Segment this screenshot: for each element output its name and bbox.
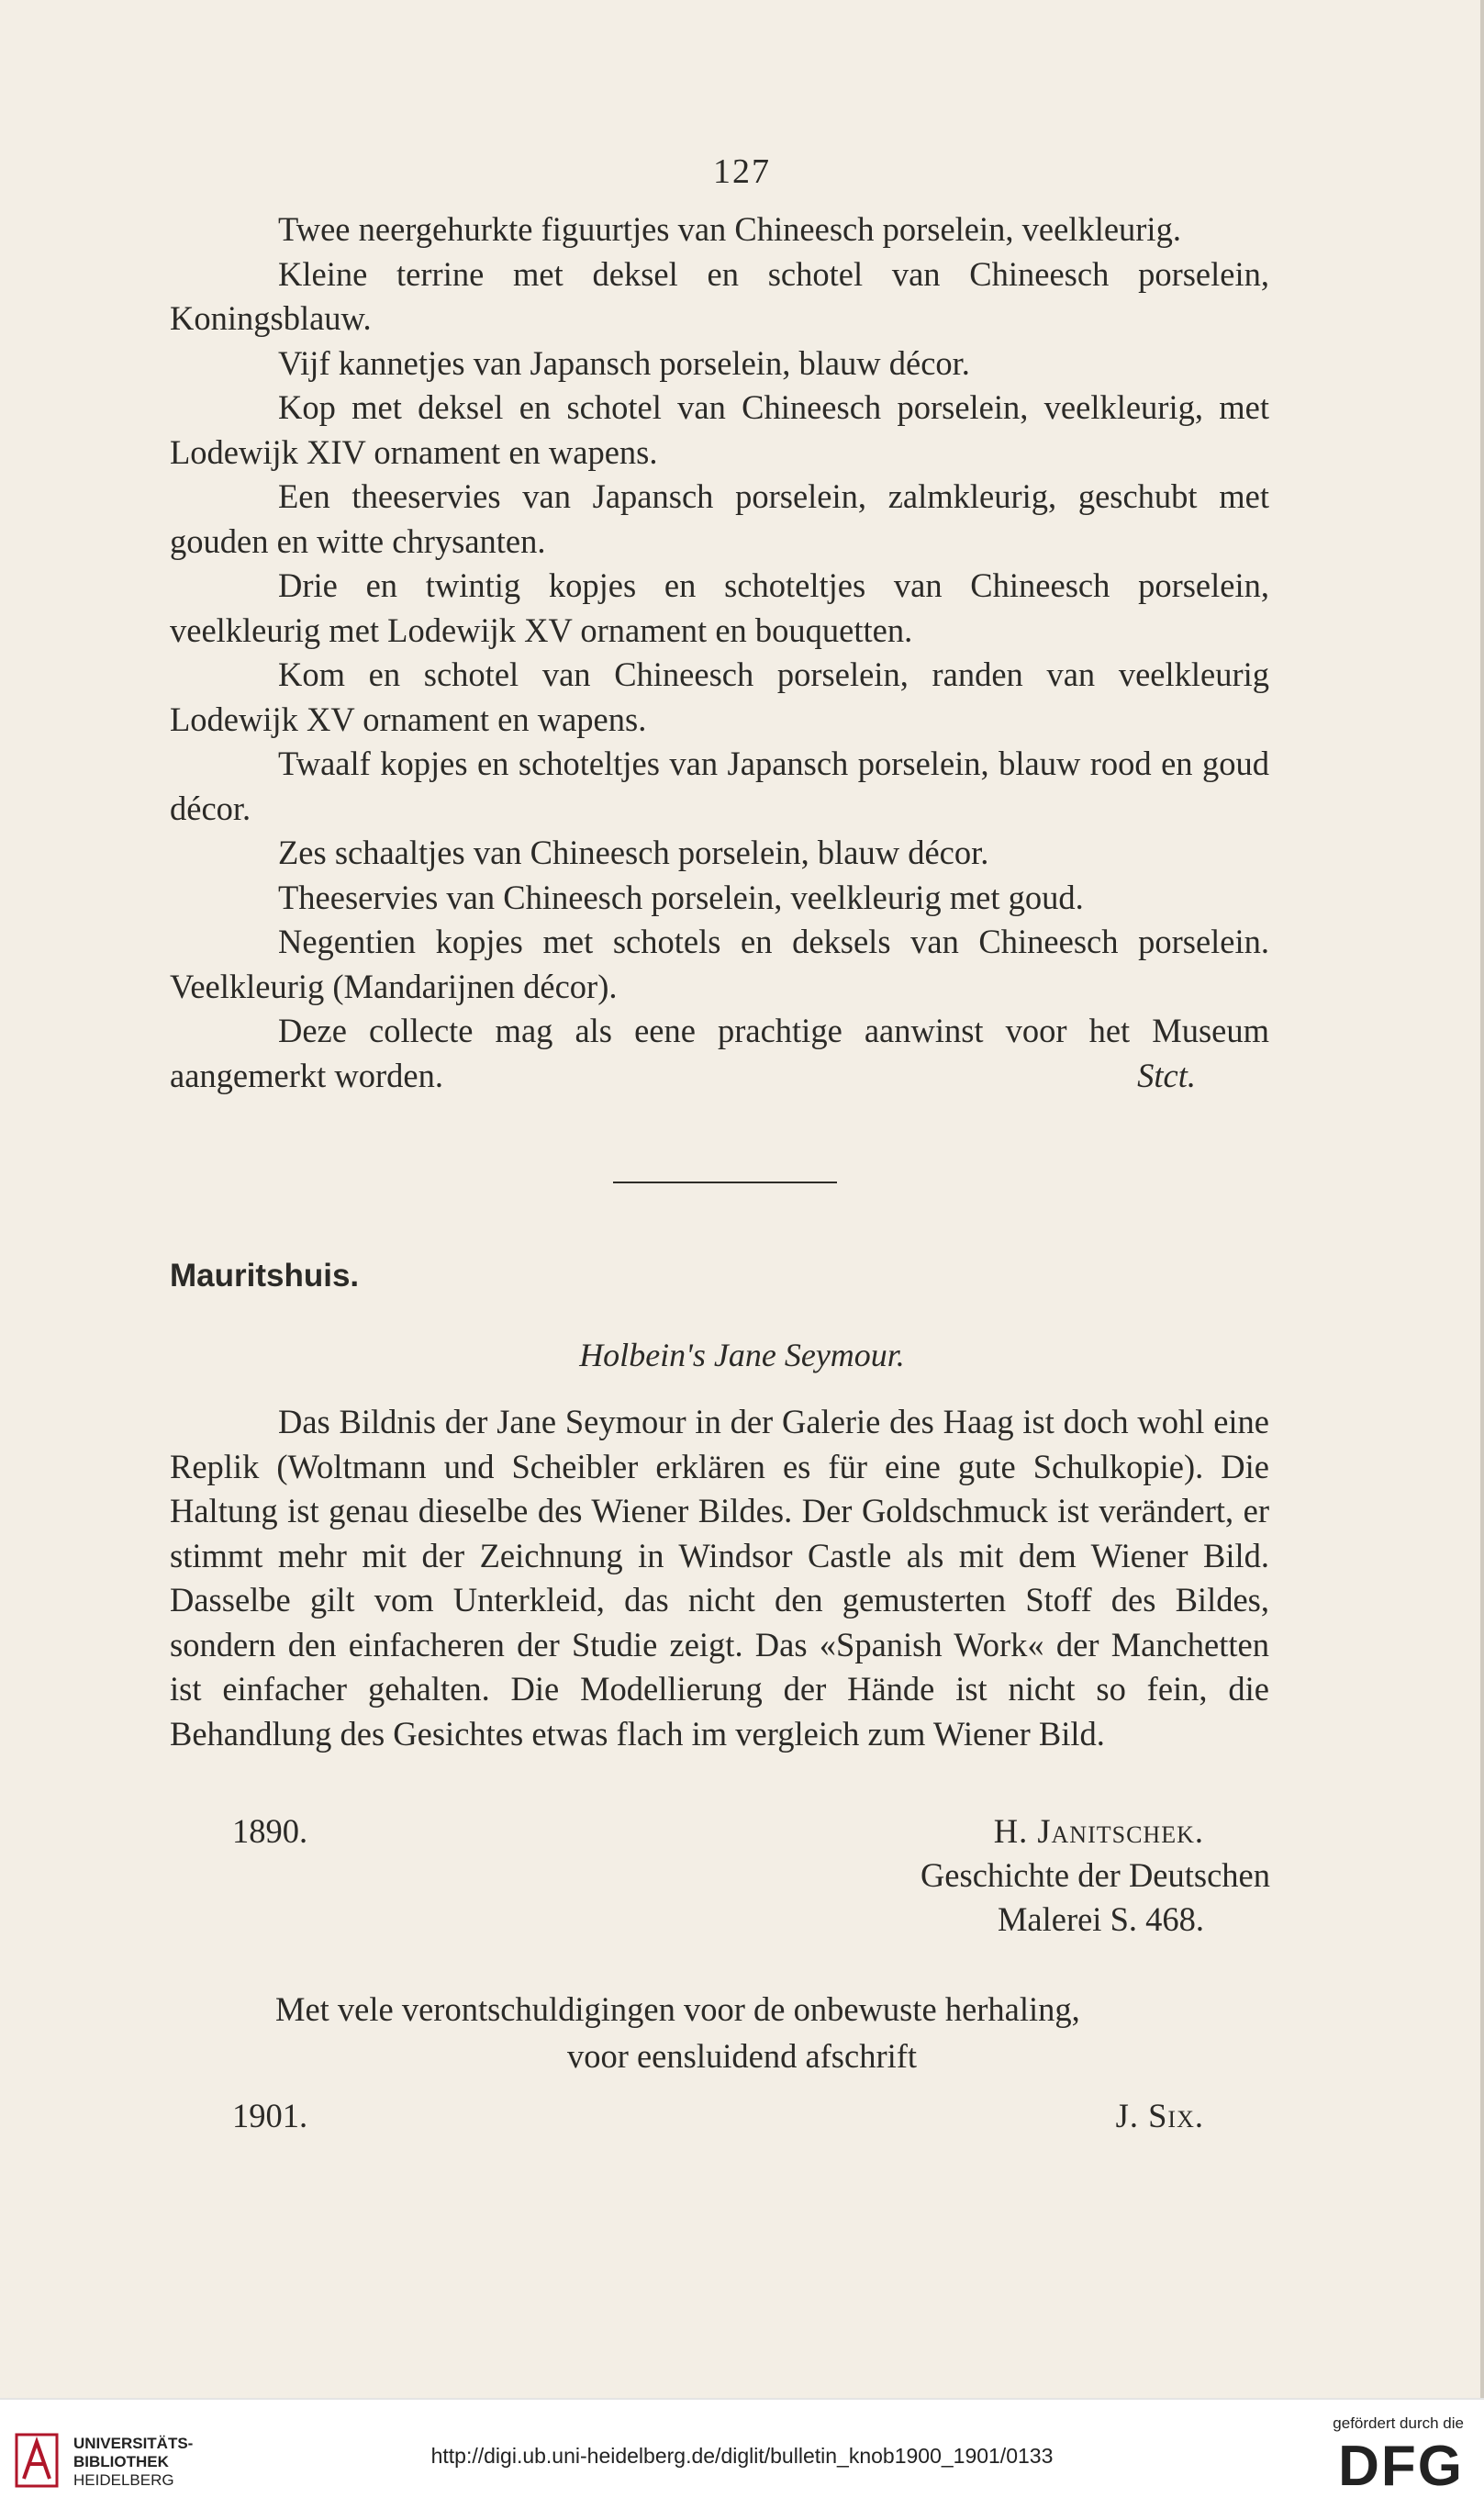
citation-author: H. Janitschek. [993,1812,1204,1850]
item-list [170,207,1269,1098]
final-year: 1901. [232,2097,308,2134]
institution-line: HEIDELBERG [73,2471,174,2489]
list-item: Een theeservies van Japansch porselein, zalmkleurig, geschubt met gouden en witte chrysanten. [170,477,1269,560]
german-quote [170,1400,1269,1756]
list-item: Twaalf kopjes en schoteltjes van Japansch porselein, blauw rood en goud décor. [170,745,1269,827]
list-item: Negentien kopjes met schotels en deksels van Chineesch porselein. Veelkleurig (Mandarijnen décor). [170,923,1269,1005]
list-item: Kom en schotel van Chineesch porselein, randen van veelkleurig Lodewijk XV ornament en wapens. [170,655,1269,738]
closing-signature: Stct. [1137,1056,1196,1094]
list-item: Kleine terrine met deksel en schotel van Chineesch porselein, Koningsblauw. [170,254,1269,337]
apology-line1: Met vele verontschuldigingen voor de onbewuste herhaling, [275,1990,1080,2028]
article-subtitle: Holbein's Jane Seymour. [579,1337,905,1373]
apology-line2: voor eensluidend afschrift [566,2037,918,2075]
page-number: 127 [713,152,771,191]
funding-text: gefördert durch die [1333,2414,1464,2432]
institution-line: UNIVERSITÄTS- [73,2435,194,2452]
list-item: Vijf kannetjes van Japansch porselein, blauw décor. [278,343,970,382]
source-url-link[interactable]: http://digi.ub.uni-heidelberg.de/diglit/bulletin_knob1900_1901/0133 [430,2444,1054,2468]
closing-paragraph [170,1009,1269,1098]
list-item: Twee neergehurkte figuurtjes van Chineesch porselein, veelkleurig. [278,210,1181,248]
section-heading: Mauritshuis. [170,1258,360,1294]
citation-year: 1890. [232,1812,308,1850]
digitization-footer [0,2398,1484,2509]
section-divider [613,1182,837,1183]
list-item: Kop met deksel en schotel van Chineesch porselein, veelkleurig, met Lodewijk XIV ornament en wapens. [170,388,1269,471]
citation-work-line1: Geschichte der Deutschen [920,1856,1270,1894]
institution-line: BIBLIOTHEK [73,2453,169,2470]
closing-text: Deze collecte mag als eene prachtige aanwinst voor het Museum aangemerkt worden. [170,1012,1269,1094]
final-signature: J. Six. [1115,2097,1204,2134]
list-item: Drie en twintig kopjes en schoteltjes van Chineesch porselein, veelkleurig met Lodewijk XV ornament en bouquetten. [170,566,1269,649]
dfg-logo: DFG [1338,2435,1464,2498]
list-item: Theeservies van Chineesch porselein, veelkleurig met goud. [278,878,1084,916]
citation-work-line2: Malerei S. 468. [997,1900,1204,1938]
list-item: Zes schaaltjes van Chineesch porselein, blauw décor. [278,834,989,871]
quote-paragraph: Das Bildnis der Jane Seymour in der Galerie des Haag ist doch wohl eine Replik (Woltmann und Scheibler erklären es für eine gute Schulkopie). Die Haltung ist genau dieselbe des Wiener Bildes. Der Goldschmuck ist verändert, er stimmt mehr mit der Zeichnung in Windsor Castle als mit dem Wiener Bild. Dasselbe gilt vom Unterkleid, das nicht den gemusterten Stoff des Bildes, sondern den einfacheren der Studie zeigt. Das «Spanish Work« der Manchetten ist einfacher gehalten. Die Modellierung der Hände ist nicht so fein, die Behandlung des Gesichtes etwas flach im vergleich zum Wiener Bild. [170,1403,1269,1753]
